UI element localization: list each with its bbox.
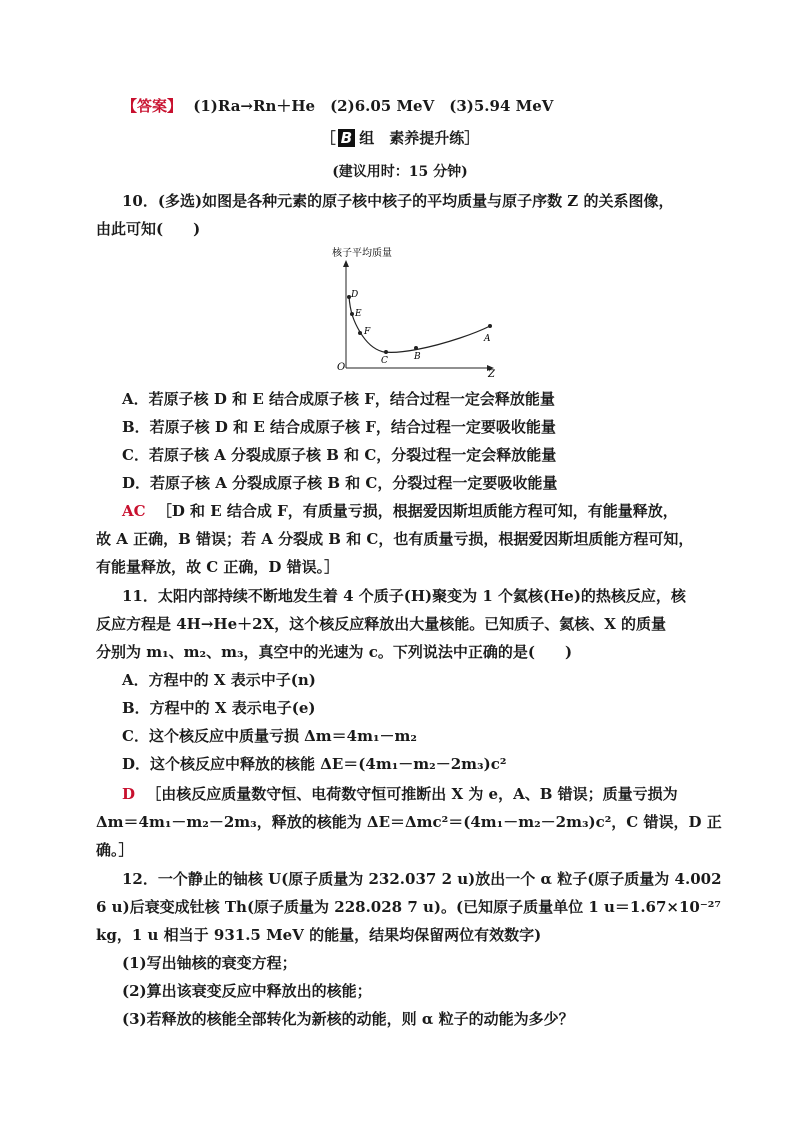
q10-option-a: A．若原子核 D 和 E 结合成原子核 F，结合过程一定会释放能量 <box>122 390 555 408</box>
q11-stem-line2: 反应方程是 4H→He＋2X，这个核反应释放出大量核能。已知质子、氦核、X 的质量 <box>96 615 667 633</box>
label-F: F <box>364 327 371 337</box>
q10-solution-line3: 有能量释放，故 C 正确，D 错误。］ <box>96 558 340 576</box>
q11-option-a: A．方程中的 X 表示中子(n) <box>122 671 316 689</box>
q10-option-d: D．若原子核 A 分裂成原子核 B 和 C，分裂过程一定要吸收能量 <box>122 474 558 492</box>
point-E <box>350 312 354 316</box>
q11-option-d: D．这个核反应中释放的核能 ΔE＝(4m₁－m₂－2m₃)c² <box>122 755 507 773</box>
q10-figure <box>320 240 510 380</box>
point-B <box>414 346 418 350</box>
q11-answer: D <box>122 785 136 803</box>
section-banner <box>0 127 800 148</box>
section-close-bracket: ］ <box>464 129 480 147</box>
point-C <box>384 350 388 354</box>
q10-stem-line1: 10．(多选)如图是各种元素的原子核中核子的平均质量与原子序数 Z 的关系图像， <box>122 192 674 210</box>
q12-stem-line1: 12．一个静止的铀核 U(原子质量为 232.037 2 u)放出一个 α 粒子(原子质量为 4.002 <box>122 870 722 888</box>
q11-option-b: B．方程中的 X 表示电子(e) <box>122 699 316 717</box>
label-A: A <box>484 334 491 344</box>
q10-solution-line1 <box>122 501 678 521</box>
figure-x-label: Z <box>488 369 495 380</box>
point-A <box>488 324 492 328</box>
q11-solution-line2: Δm＝4m₁－m₂－2m₃，释放的核能为 ΔE＝Δmc²＝(4m₁－m₂－2m₃)c²，C 错误，D 正 <box>96 813 722 831</box>
label-D: D <box>351 290 359 300</box>
q10-stem-line2: 由此可知( ) <box>96 220 201 238</box>
binding-curve <box>349 296 490 352</box>
suggested-time: (建议用时：15 分钟) <box>332 164 468 180</box>
q11-solution-line3: 确。］ <box>96 841 134 859</box>
answer-text: (1)Ra→Rn＋He (2)6.05 MeV (3)5.94 MeV <box>193 97 554 115</box>
q10-solution-text1: ［D 和 E 结合成 F，有质量亏损，根据爱因斯坦质能方程可知，有能量释放， <box>156 502 678 520</box>
label-B: B <box>414 352 421 362</box>
q11-stem-line1: 11．太阳内部持续不断地发生着 4 个质子(H)聚变为 1 个氦核(He)的热核反应，核 <box>122 587 686 605</box>
q12-part-1: (1)写出铀核的衰变方程； <box>122 954 297 972</box>
label-E: E <box>355 309 362 319</box>
q11-solution-line1 <box>122 784 678 804</box>
q12-stem-line2: 6 u)后衰变成钍核 Th(原子质量为 228.028 7 u)。(已知原子质量单位 1 u＝1.67×10⁻²⁷ <box>96 898 721 916</box>
answer-line <box>122 96 553 116</box>
section-open-bracket: ［ <box>320 129 336 147</box>
q12-stem-line3: kg，1 u 相当于 931.5 MeV 的能量，结果均保留两位有效数字) <box>96 926 542 944</box>
figure-origin: O <box>337 362 346 373</box>
section-badge: B <box>338 129 355 147</box>
section-title: 组 素养提升练 <box>359 129 465 147</box>
y-axis-arrow <box>343 260 349 267</box>
figure-y-label: 核子平均质量 <box>332 248 392 259</box>
label-C: C <box>381 356 388 366</box>
q10-option-b: B．若原子核 D 和 E 结合成原子核 F，结合过程一定要吸收能量 <box>122 418 556 436</box>
q10-answer: AC <box>122 502 146 520</box>
q10-solution-line2: 故 A 正确，B 错误；若 A 分裂成 B 和 C，也有质量亏损，根据爱因斯坦质能方程可知， <box>96 530 694 548</box>
answer-label: 【答案】 <box>122 97 183 115</box>
q10-option-c: C．若原子核 A 分裂成原子核 B 和 C，分裂过程一定会释放能量 <box>122 446 557 464</box>
point-F <box>358 331 362 335</box>
q11-stem-line3: 分别为 m₁、m₂、m₃，真空中的光速为 c。下列说法中正确的是( ) <box>96 643 573 661</box>
q12-part-3: (3)若释放的核能全部转化为新核的动能，则 α 粒子的动能为多少？ <box>122 1010 574 1028</box>
q12-part-2: (2)算出该衰变反应中释放出的核能； <box>122 982 372 1000</box>
q11-option-c: C．这个核反应中质量亏损 Δm＝4m₁－m₂ <box>122 727 417 745</box>
q11-solution-text1: ［由核反应质量数守恒、电荷数守恒可推断出 X 为 e，A、B 错误；质量亏损为 <box>146 785 678 803</box>
